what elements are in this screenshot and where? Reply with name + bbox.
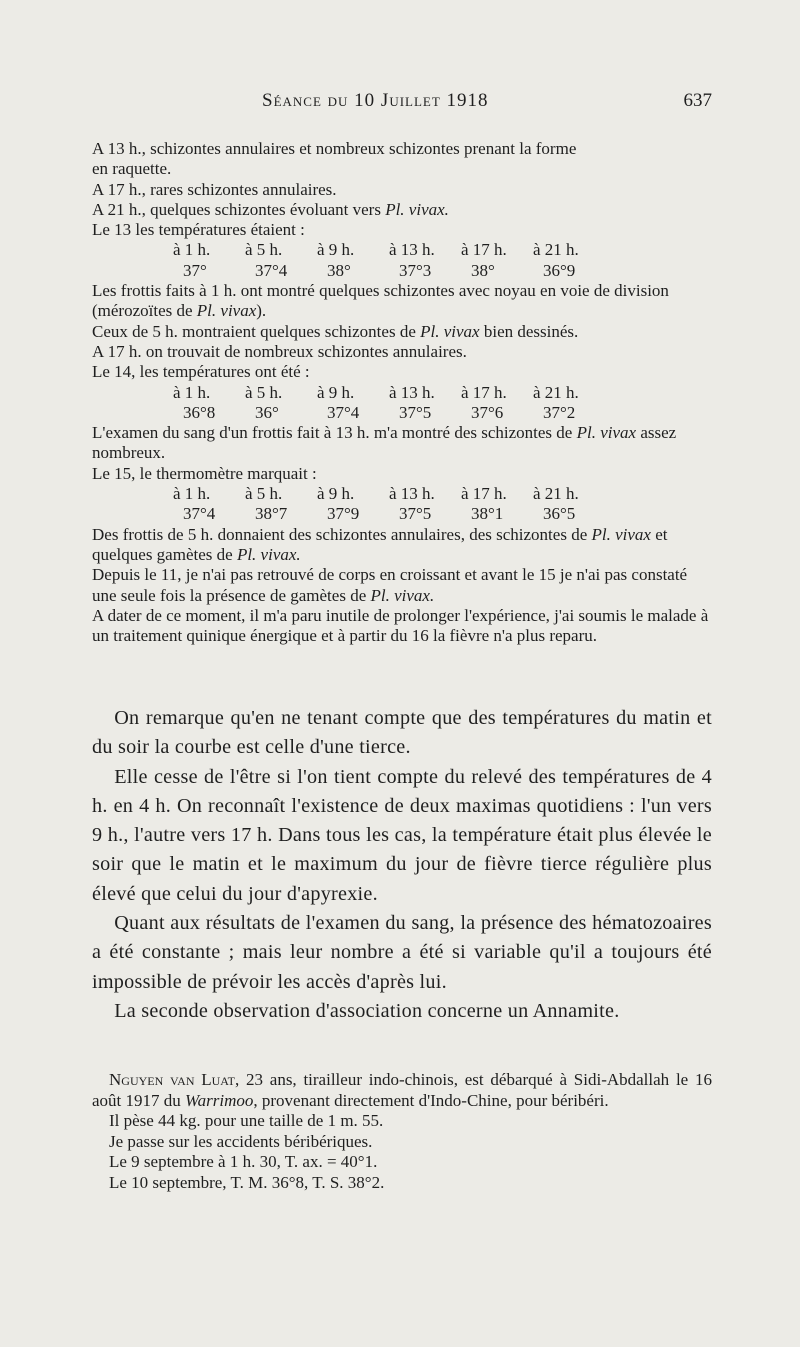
temp-cell: 37°2: [543, 402, 576, 422]
running-title: Séance du 10 Juillet 1918: [262, 90, 489, 111]
hour-cell: à 1 h.: [173, 484, 211, 504]
temperature-table-15: [173, 484, 712, 525]
temp-cell: 38°: [327, 260, 351, 280]
hour-cell: à 13 h.: [389, 382, 435, 402]
temp-cell: 36°8: [183, 402, 216, 422]
hour-cell: à 17 h.: [461, 382, 507, 402]
note-line: A 17 h., rares schizontes annulaires.: [92, 179, 337, 199]
ship-name: Warrimoo: [185, 1090, 254, 1110]
hour-cell: à 9 h.: [317, 382, 355, 402]
temp-cell: 38°7: [255, 504, 288, 524]
hour-cell: à 5 h.: [245, 240, 283, 260]
note-paragraph: A dater de ce moment, il m'a paru inutile de prolonger l'expérience, j'ai soumis le malade à un traitement quinique énergique et à partir du 16 la fièvre n'a plus reparu.: [92, 605, 709, 646]
note-paragraph: Les frottis faits à 1 h. ont montré quelques schizontes avec noyau en voie de division (mérozoïtes de Pl. vivax).: [92, 281, 669, 321]
temp-cell: 37°4: [183, 504, 216, 524]
temp-cell: 36°: [255, 402, 279, 422]
second-observation: [92, 1070, 712, 1193]
hour-cell: à 5 h.: [245, 484, 283, 504]
body-paragraph: Quant aux résultats de l'examen du sang, la présence des hématozoaires a été constante ; mais leur nombre a été si variable qu'il a toujours été impossible de prévoir les accès d'après lui.: [92, 912, 712, 993]
main-text: [92, 704, 712, 1026]
temperature-table-13: [173, 240, 712, 281]
hour-cell: à 21 h.: [533, 382, 579, 402]
temp-cell: 38°: [471, 260, 495, 280]
temperature-table-14: [173, 383, 712, 424]
hour-cell: à 1 h.: [173, 382, 211, 402]
note-paragraph: L'examen du sang d'un frottis fait à 13 h. m'a montré des schizontes de Pl. vivax assez nombreux.: [92, 423, 677, 463]
page-header: [92, 90, 712, 114]
page-number: 637: [683, 90, 712, 111]
body-paragraph: La seconde observation d'association concerne un Annamite.: [114, 999, 620, 1022]
hour-cell: à 5 h.: [245, 382, 283, 402]
hour-cell: à 1 h.: [173, 240, 211, 260]
hour-cell: à 21 h.: [533, 484, 579, 504]
temp-cell: 37°4: [255, 260, 288, 280]
temp-cell: 38°1: [471, 504, 504, 524]
temp-cell: 36°9: [543, 260, 576, 280]
hour-cell: à 9 h.: [317, 240, 355, 260]
body-paragraph: Elle cesse de l'être si l'on tient compte du relevé des températures de 4 h. en 4 h. On reconnaît l'existence de deux maximas quotidiens : l'un vers 9 h., l'autre vers 17 h. Dans tous les cas, la température était plus élevée le soir que le matin et le maximum du jour de fièvre tierce régulière plus élevé que celui du jour d'apyrexie.: [92, 765, 712, 905]
note-line: en raquette.: [92, 159, 172, 179]
hour-cell: à 13 h.: [389, 484, 435, 504]
hour-cell: à 13 h.: [389, 240, 435, 260]
note-line: Le 14, les températures ont été :: [92, 362, 310, 382]
note-paragraph: Depuis le 11, je n'ai pas retrouvé de corps en croissant et avant le 15 je n'ai pas constaté une seule fois la présence de gamètes de Pl. vivax.: [92, 565, 688, 605]
hour-cell: à 9 h.: [317, 484, 355, 504]
note-line: Le 13 les températures étaient :: [92, 220, 305, 240]
note-line: Le 15, le thermomètre marquait :: [92, 463, 317, 483]
observation-line: Il pèse 44 kg. pour une taille de 1 m. 55.: [109, 1111, 384, 1130]
hour-cell: à 17 h.: [461, 240, 507, 260]
temp-cell: 36°5: [543, 504, 576, 524]
observation-notes: [92, 139, 712, 646]
note-paragraph: Ceux de 5 h. montraient quelques schizontes de Pl. vivax bien dessinés.: [92, 321, 579, 341]
observation-paragraph: Nguyen van Luat, 23 ans, tirailleur indo-chinois, est débarqué à Sidi-Abdallah le 16 août 1917 du Warrimoo, provenant directement d'Indo-Chine, pour béribéri.: [92, 1070, 712, 1110]
note-line: A 21 h., quelques schizontes évoluant vers Pl. vivax.: [92, 199, 449, 219]
temp-cell: 37°3: [399, 260, 432, 280]
observation-line: Le 10 septembre, T. M. 36°8, T. S. 38°2.: [109, 1172, 385, 1192]
note-line: A 17 h. on trouvait de nombreux schizontes annulaires.: [92, 341, 467, 361]
hour-cell: à 17 h.: [461, 484, 507, 504]
temp-cell: 37°5: [399, 402, 432, 422]
body-paragraph: On remarque qu'en ne tenant compte que des températures du matin et du soir la courbe est celle d'une tierce.: [92, 707, 712, 759]
temp-cell: 37°: [183, 260, 207, 280]
note-paragraph: Des frottis de 5 h. donnaient des schizontes annulaires, des schizontes de Pl. vivax et quelques gamètes de Pl. vivax.: [92, 524, 668, 564]
observation-line: Je passe sur les accidents béribériques.: [109, 1131, 373, 1151]
observation-line: Le 9 septembre à 1 h. 30, T. ax. = 40°1.: [109, 1152, 378, 1171]
temp-cell: 37°6: [471, 402, 504, 422]
temp-cell: 37°4: [327, 402, 360, 422]
patient-name: Nguyen van Luat: [109, 1070, 235, 1089]
temp-cell: 37°9: [327, 504, 360, 524]
note-line: A 13 h., schizontes annulaires et nombreux schizontes prenant la forme: [92, 139, 577, 158]
hour-cell: à 21 h.: [533, 240, 579, 260]
temp-cell: 37°5: [399, 504, 432, 524]
